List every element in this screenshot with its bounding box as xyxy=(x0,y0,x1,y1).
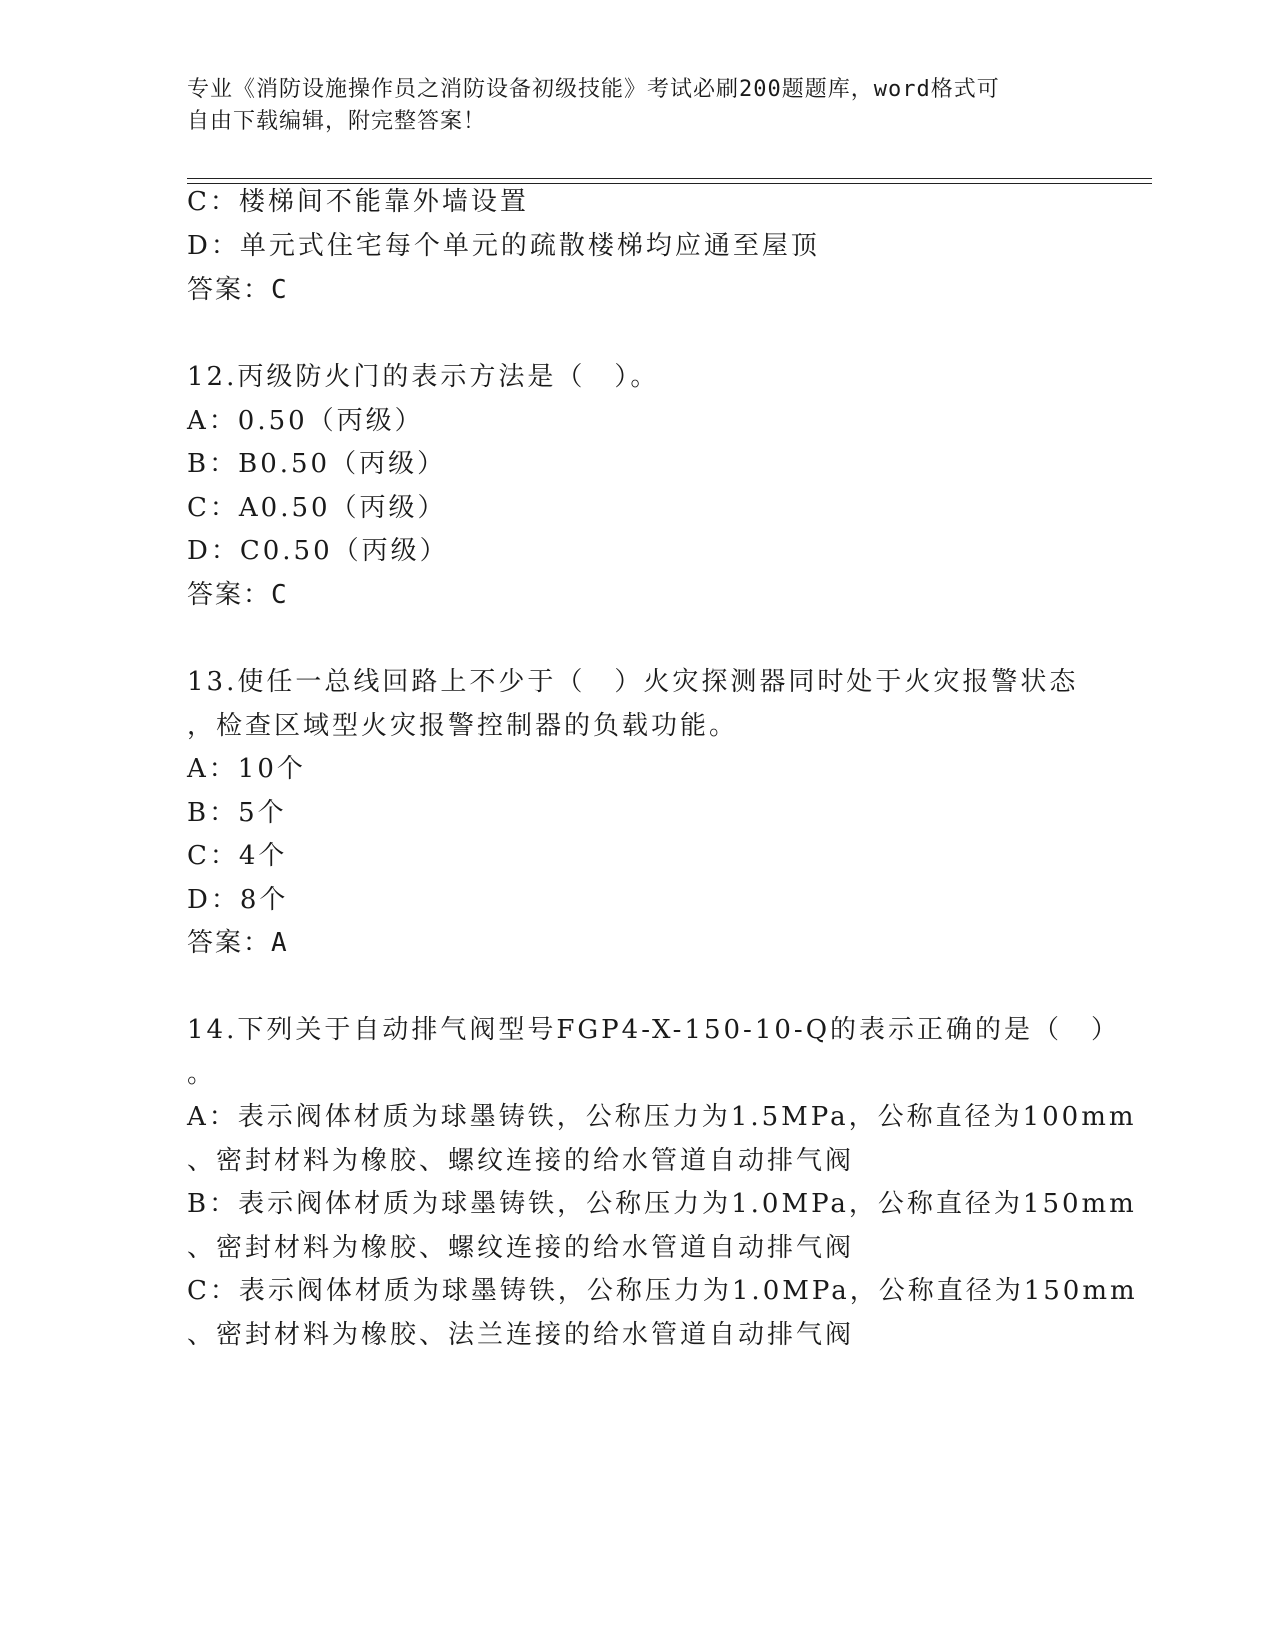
q13-stem-line2: ，检查区域型火灾报警控制器的负载功能。 xyxy=(187,711,739,741)
q14-option-a-line1: A：表示阀体材质为球墨铸铁，公称压力为1.5MPa，公称直径为100mm xyxy=(187,1102,1137,1132)
q12-stem: 12.丙级防火门的表示方法是（ ）。 xyxy=(187,362,660,392)
answer-value: C xyxy=(271,275,289,305)
q13-option-c: C：4个 xyxy=(187,841,288,871)
q14-stem-line1: 14.下列关于自动排气阀型号FGP4-X-150-10-Q的表示正确的是（ ） xyxy=(187,1015,1121,1045)
document-header xyxy=(187,74,1087,138)
q13-option-b: B：5个 xyxy=(187,798,287,828)
q14-stem-line2: 。 xyxy=(187,1059,217,1089)
header-divider-bottom xyxy=(187,183,1152,184)
q12-option-b: B：B0.50（丙级） xyxy=(187,449,447,479)
q14-option-b-line2: 、密封材料为橡胶、螺纹连接的给水管道自动排气阀 xyxy=(187,1233,855,1263)
q11-answer xyxy=(187,273,289,307)
q13-answer xyxy=(187,926,289,960)
q13-option-a: A：10个 xyxy=(187,754,306,784)
answer-value: A xyxy=(271,928,289,958)
q14-option-c-line1: C：表示阀体材质为球墨铸铁，公称压力为1.0MPa，公称直径为150mm xyxy=(187,1276,1138,1306)
q11-option-c: C：楼梯间不能靠外墙设置 xyxy=(187,187,529,217)
q14-option-b-line1: B：表示阀体材质为球墨铸铁，公称压力为1.0MPa，公称直径为150mm xyxy=(187,1189,1137,1219)
q11-option-d: D：单元式住宅每个单元的疏散楼梯均应通至屋顶 xyxy=(187,231,820,261)
q12-option-d: D：C0.50（丙级） xyxy=(187,536,449,566)
q13-option-d: D：8个 xyxy=(187,885,289,915)
header-divider-top xyxy=(187,178,1152,179)
q12-option-c: C：A0.50（丙级） xyxy=(187,493,447,523)
q12-option-a: A：0.50（丙级） xyxy=(187,406,424,436)
answer-label: 答案： xyxy=(187,580,272,610)
q12-answer xyxy=(187,578,289,612)
answer-label: 答案： xyxy=(187,275,272,305)
header-title-line2: 自由下载编辑，附完整答案！ xyxy=(187,109,487,134)
answer-value: C xyxy=(271,580,289,610)
answer-label: 答案： xyxy=(187,928,272,958)
header-title-line1: 专业《消防设施操作员之消防设备初级技能》考试必刷200题题库，word格式可 xyxy=(187,77,1000,102)
q13-stem-line1: 13.使任一总线回路上不少于（ ）火灾探测器同时处于火灾报警状态 xyxy=(187,667,1079,697)
q14-option-a-line2: 、密封材料为橡胶、螺纹连接的给水管道自动排气阀 xyxy=(187,1146,855,1176)
q14-option-c-line2: 、密封材料为橡胶、法兰连接的给水管道自动排气阀 xyxy=(187,1320,855,1350)
